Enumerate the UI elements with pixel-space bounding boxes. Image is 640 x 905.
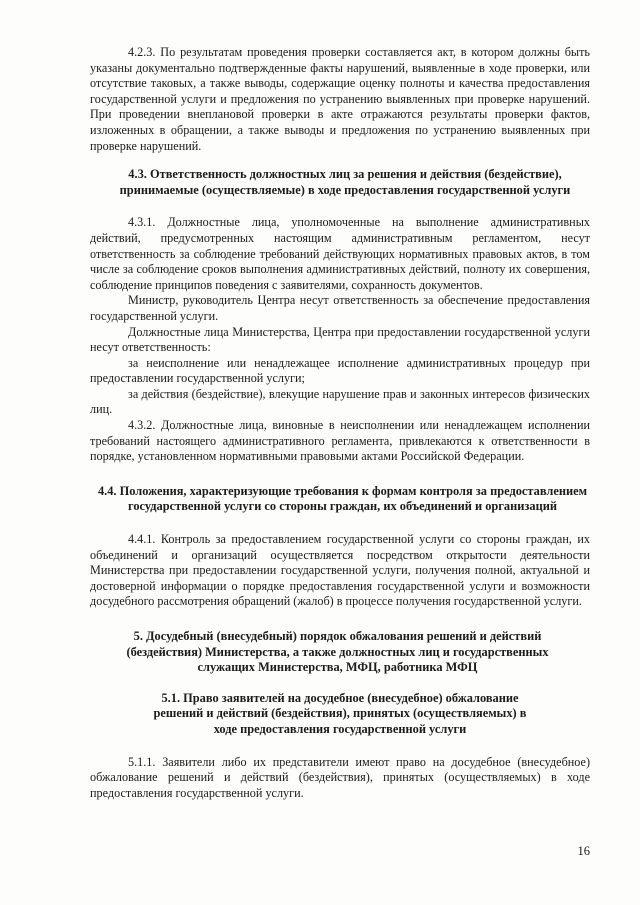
- paragraph-actions-violation: за действия (бездействие), влекущие нарушение прав и законных интересов физических лиц.: [90, 386, 590, 417]
- heading-4-4: 4.4. Положения, характеризующие требования к формам контроля за предоставлением государственной услуги со стороны граждан, их объединений и организаций: [97, 483, 588, 514]
- paragraph-nonperformance: за неисполнение или ненадлежащее исполнение административных процедур при предоставлении государственной услуги;: [90, 355, 590, 386]
- paragraph-4-3-1: 4.3.1. Должностные лица, уполномоченные на выполнение административных действий, предусмотренных настоящим административным регламентом, несут ответственность за соблюдение требований действующих нормативных правовых актов, в том числе за соблюдение сроков выполнения административных действий, полноту их совершения, соблюдение принципов поведения с заявителями, сохранность документов.: [90, 215, 590, 292]
- paragraph-4-4-1: 4.4.1. Контроль за предоставлением государственной услуги со стороны граждан, их объединений и организаций осуществляется посредством открытости деятельности Министерства при предоставлении государственной услуги, получения полной, актуальной и достоверной информации о порядке предоставления государственной услуги и возможности досудебного рассмотрения обращений (жалоб) в процессе получения государственной услуги.: [90, 532, 590, 609]
- page-content: [90, 45, 590, 801]
- paragraph-officials-responsibility: Должностные лица Министерства, Центра при предоставлении государственной услуги несут ответственность:: [90, 324, 590, 355]
- paragraph-5-1-1: 5.1.1. Заявители либо их представители имеют право на досудебное (внесудебное) обжалование решений и действий (бездействия), принятых (осуществляемых) в ходе предоставления государственной услуги.: [90, 754, 590, 800]
- heading-5-1: 5.1. Право заявителей на досудебное (внесудебное) обжалование решений и действий (бездействия), принятых (осуществляемых) в ходе предоставления государственной услуги: [153, 690, 527, 736]
- paragraph-minister-responsibility: Министр, руководитель Центра несут ответственность за обеспечение предоставления государственной услуги.: [90, 293, 590, 323]
- paragraph-4-3-2: 4.3.2. Должностные лица, виновные в неисполнении или ненадлежащем исполнении требований настоящего административного регламента, привлекаются к ответственности в порядке, установленном нормативными правовыми актами Российской Федерации.: [90, 418, 590, 464]
- page-number: 16: [577, 844, 590, 858]
- paragraph-4-2-3: 4.2.3. По результатам проведения проверки составляется акт, в котором должны быть указаны документально подтвержденные факты нарушений, выявленные в ходе проверки, или отсутствие таковых, а также выводы, содержащие оценку полноты и качества предоставления государственной услуги и предложения по устранению выявленных при проверке нарушений. При проведении внеплановой проверки в акте отражаются результаты проверки фактов, изложенных в обращении, а также выводы и предложения по устранению выявленных при проверке нарушений.: [90, 45, 590, 153]
- heading-4-3: 4.3. Ответственность должностных лиц за решения и действия (бездействие), принимаемые (осуществляемые) в ходе предоставления государственной услуги: [119, 167, 571, 197]
- heading-5: 5. Досудебный (внесудебный) порядок обжалования решений и действий (бездействия) Министерства, а также должностных лиц и государственных служащих Министерства, МФЦ, работника МФЦ: [126, 629, 549, 675]
